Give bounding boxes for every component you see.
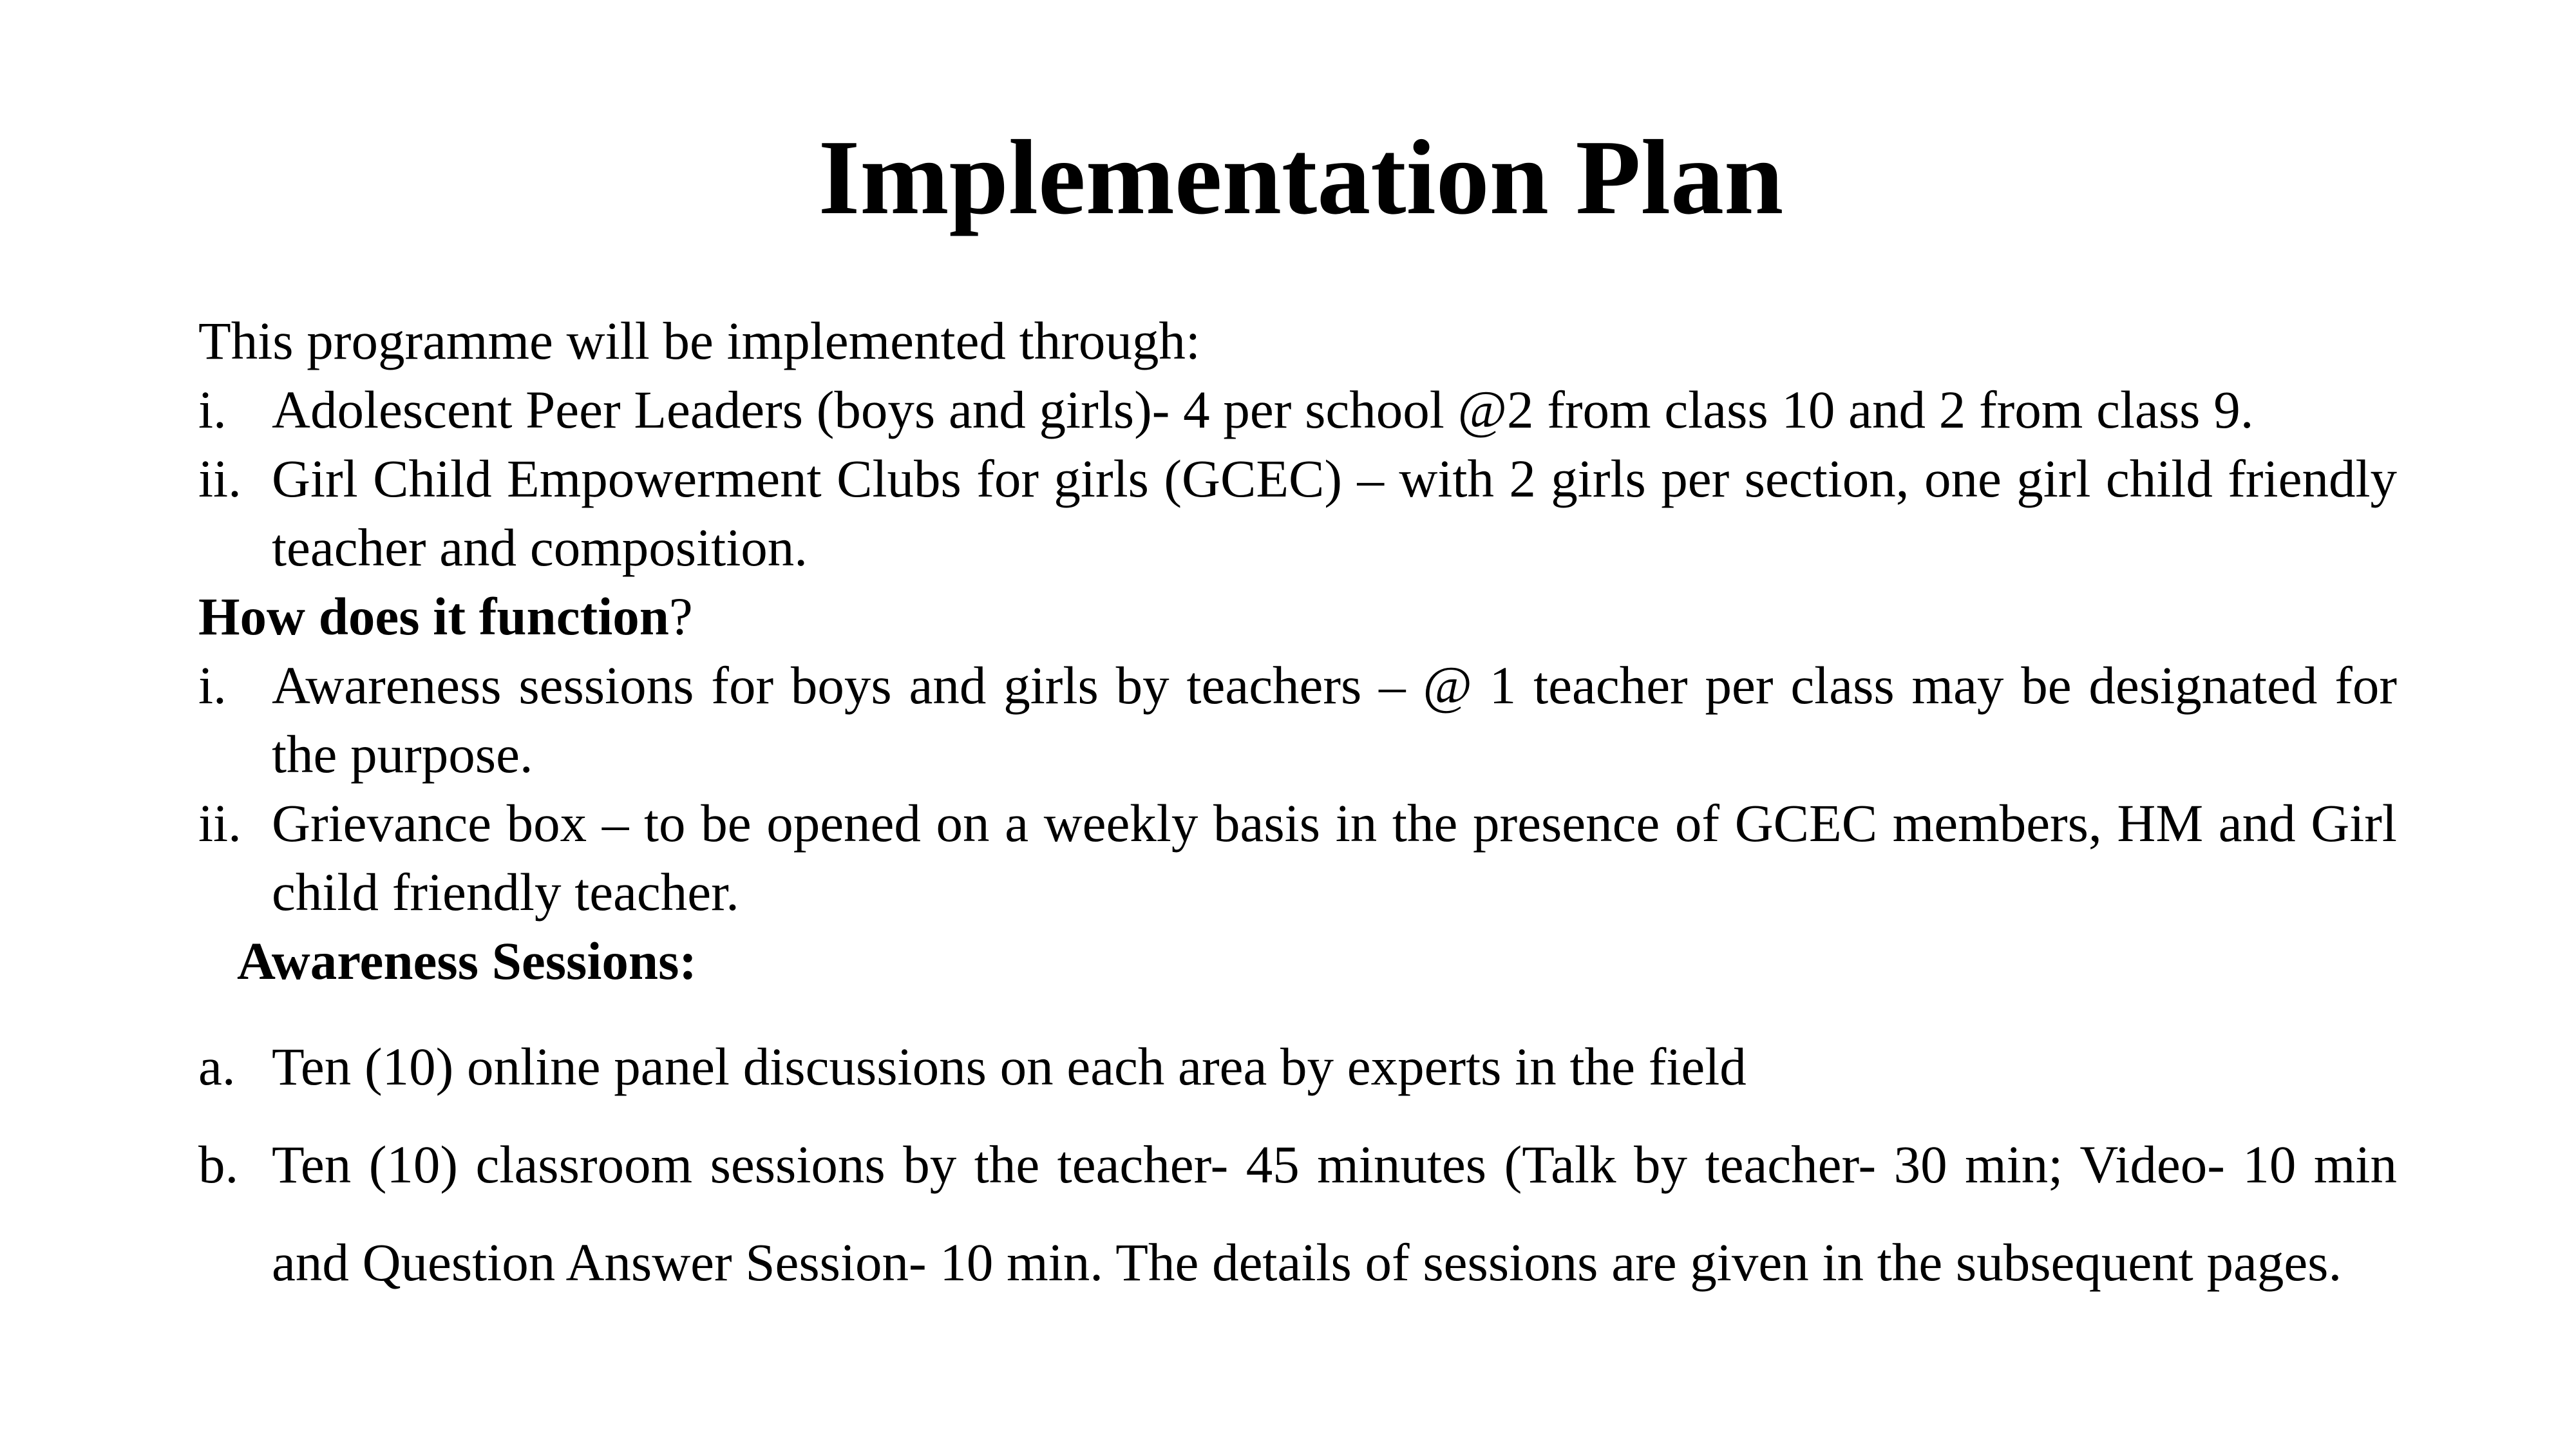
list-marker: ii. xyxy=(198,449,242,508)
list-item xyxy=(198,444,2397,582)
list-item-text: Awareness sessions for boys and girls by teachers – @ 1 teacher per class may be designated for the purpose. xyxy=(272,656,2397,784)
list-item-text: Adolescent Peer Leaders (boys and girls)- 4 per school @2 from class 10 and 2 from class 9. xyxy=(272,380,2254,439)
list-marker: i. xyxy=(198,656,227,715)
list-item-text: Ten (10) online panel discussions on each area by experts in the field xyxy=(272,1037,1747,1096)
section-heading-tail: ? xyxy=(668,587,693,646)
list-item xyxy=(198,789,2397,927)
list-item xyxy=(198,1018,2397,1115)
list-marker: a. xyxy=(198,1037,236,1096)
list-marker: ii. xyxy=(198,793,242,853)
list-item-text: Girl Child Empowerment Clubs for girls (GCEC) – with 2 girls per section, one girl child friendly teacher and composition. xyxy=(272,449,2397,577)
page-title: Implementation Plan xyxy=(818,118,1784,236)
list-item xyxy=(198,651,2397,789)
intro-text: This programme will be implemented through: xyxy=(198,311,1200,370)
list-item xyxy=(198,375,2397,444)
list-item-text: Ten (10) classroom sessions by the teacher- 45 minutes (Talk by teacher- 30 min; Video- 10 min and Question Answer Session- 10 min. The details of sessions are given in the subsequent pages. xyxy=(272,1135,2397,1292)
section-heading-function xyxy=(198,582,2397,651)
slide-body xyxy=(198,307,2397,1311)
section-heading-awareness: Awareness Sessions: xyxy=(237,931,697,990)
list-item-text: Grievance box – to be opened on a weekly basis in the presence of GCEC members, HM and Girl child friendly teacher. xyxy=(272,793,2397,922)
section-heading-bold: How does it function xyxy=(198,587,669,646)
list-marker: i. xyxy=(198,380,227,439)
list-item xyxy=(198,1115,2397,1311)
list-marker: b. xyxy=(198,1135,239,1194)
